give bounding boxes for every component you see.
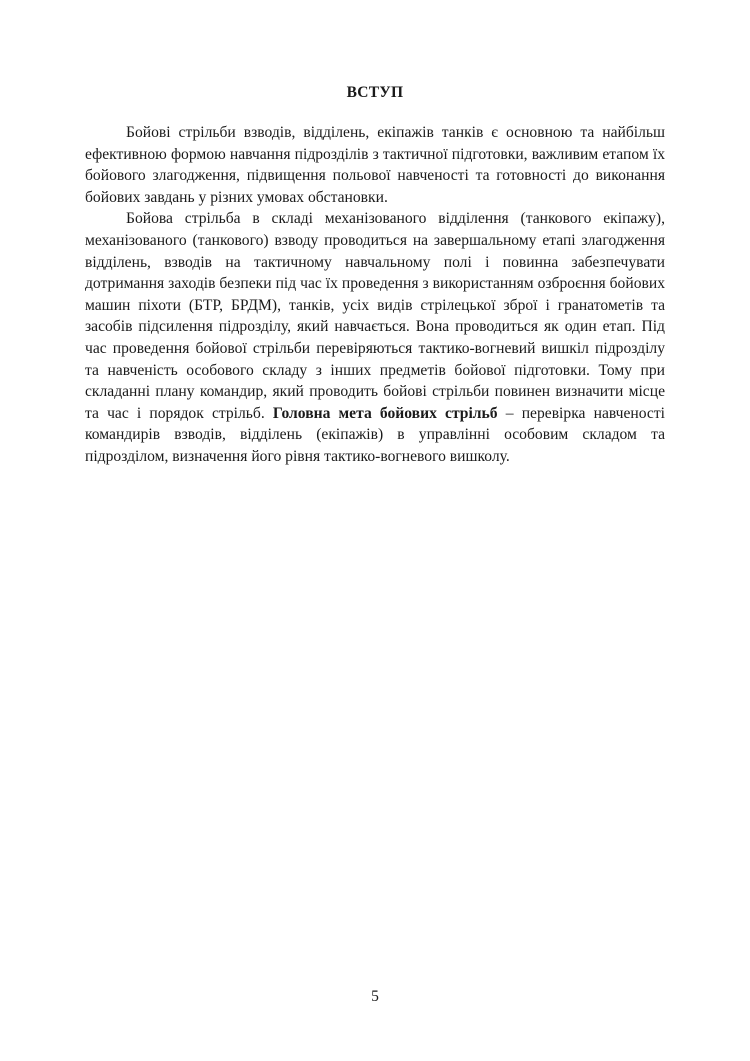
page-number: 5 [371, 988, 379, 1005]
paragraph-2-text-end: – перевірка навченості командирів взводів, відділень (екіпажів) в управлінні особовим складом та підрозділом, визначення його рівня тактико-вогневого вишколу. [85, 404, 665, 465]
paragraph-2-bold-phrase: Головна мета бойових стрільб [272, 404, 498, 422]
paragraph-1: Бойові стрільби взводів, відділень, екіпажів танків є основною та найбільш ефективною формою навчання підрозділів з тактичної підготовки, важливим етапом їх бойового злагодження, підвищення польової навченості та готовності до виконання бойових завдань у різних умовах обстановки. [85, 124, 665, 206]
paragraph-2 [85, 208, 665, 467]
page-title: ВСТУП [346, 84, 404, 101]
paragraph-2-text-start: Бойова стрільба в складі механізованого відділення (танкового екіпажу), механізованого (танкового) взводу проводиться на завершальному етапі злагодження відділень, взводів на тактичному навчальному полі і повинна забезпечувати дотримання заходів безпеки під час їх проведення з використанням озброєння бойових машин піхоти (БТР, БРДМ), танків, усіх видів стрілецької зброї і гранатометів та засобів підсилення підрозділу, який навчається. Вона проводиться як один етап. Під час проведення бойової стрільби перевіряються тактико-вогневий вишкіл підрозділу та навченість особового складу з інших предметів бойової підготовки. Тому при складанні плану командир, який проводить бойові стрільби повинен визначити місце та час і порядок стрільб. [85, 210, 665, 422]
body-text [85, 122, 665, 468]
